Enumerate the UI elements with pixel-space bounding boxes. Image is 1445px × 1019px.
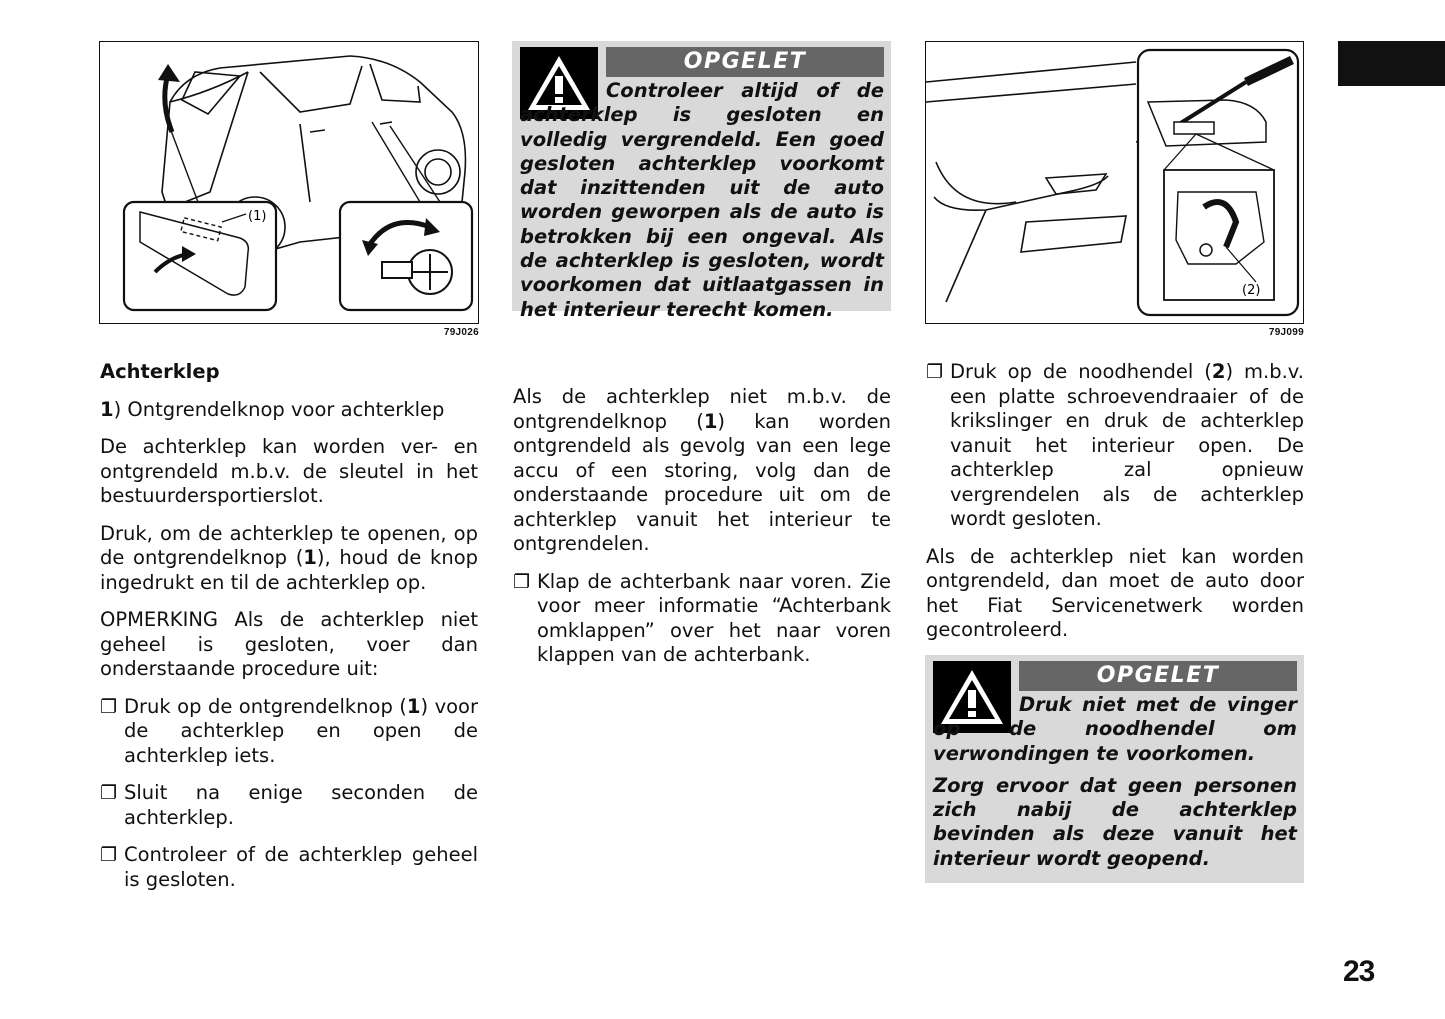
legend-number: 1 (100, 397, 114, 421)
warning-text: Zorg ervoor dat geen personen zich nabij de achterklep bevinden als deze vanuit het interieur wordt geopend. (933, 773, 1297, 870)
checkbox-bullet-icon: ❐ (100, 782, 118, 804)
warning-box-bottom (925, 655, 1304, 883)
callout-1: (1) (248, 209, 267, 224)
callout-2: (2) (1242, 283, 1261, 298)
warning-text: Controleer altijd of de achterklep is gesloten en volledig vergrendeld. Een goed gesloten achterklep voorkomt dat inzittenden uit de auto worden geworpen als de auto is betrokken bij een ongeval. Als de achterklep is gesloten, wordt voorkomen dat uitlaatgassen in het interieur terecht komen. (520, 79, 884, 321)
page-number: 23 (1343, 955, 1375, 988)
warning-box-top (512, 41, 891, 321)
section-tab (1338, 41, 1445, 86)
bullet-item: ❐ Druk op de noodhendel (2) m.b.v. een platte schroevendraaier of de krikslinger en druk de achterklep vanuit het interieur open. De achterklep zal opnieuw vergrendelen als de achterklep wordt gesloten. (926, 360, 1305, 530)
checkbox-bullet-icon: ❐ (926, 361, 944, 383)
column-right (926, 360, 1304, 656)
column-left (100, 360, 478, 905)
figure-code-left: 79J026 (443, 327, 479, 338)
legend-item (100, 398, 478, 423)
car-illustration (100, 42, 477, 322)
bullet-item: ❐ Klap de achterbank naar voren. Zie voor meer informatie “Achterbank omklappen” over het naar voren klappen van de achterbank. (513, 569, 891, 666)
paragraph: Druk, om de achterklep te openen, op de ontgrendelknop (1), houd de knop ingedrukt en til de achterklep op. (100, 521, 478, 594)
note-paragraph: OPMERKING Als de achterklep niet geheel is gesloten, voer dan onderstaande procedure uit: (100, 608, 478, 680)
paragraph: Als de achterklep niet m.b.v. de ontgrendelknop (1) kan worden ontgrendeld als gevolg van een lege accu of een storing, volg dan de onderstaande procedure uit om de achterklep vanuit het interieur te ontgrendelen. (513, 385, 891, 555)
warning-text: Druk niet met de vinger op de noodhendel om verwondingen te voorkomen. (933, 693, 1297, 765)
figure-code-right: 79J099 (1268, 327, 1304, 338)
paragraph: Als de achterklep niet kan worden ontgrendeld, dan moet de auto door het Fiat Servicenetwerk worden gecontroleerd. (926, 544, 1304, 641)
legend-text: ) Ontgrendelknop voor achterklep (113, 397, 445, 421)
figure-emergency-lever (925, 41, 1304, 324)
figure-car-tailgate (99, 41, 479, 324)
warning-title: OPGELET (1019, 661, 1297, 691)
section-heading: Achterklep (100, 360, 220, 383)
checkbox-bullet-icon: ❐ (513, 570, 531, 593)
bullet-item: ❐ Controleer of de achterklep geheel is gesloten. (100, 843, 478, 891)
lever-illustration (926, 42, 1302, 322)
checkbox-bullet-icon: ❐ (100, 844, 118, 866)
paragraph: De achterklep kan worden ver- en ontgrendeld m.b.v. de sleutel in het bestuurdersportierslot. (100, 435, 478, 507)
checkbox-bullet-icon: ❐ (100, 695, 118, 718)
column-middle (513, 385, 891, 681)
bullet-item: ❐ Druk op de ontgrendelknop (1) voor de achterklep en open de achterklep iets. (100, 694, 478, 767)
bullet-item: ❐ Sluit na enige seconden de achterklep. (100, 781, 478, 829)
warning-title: OPGELET (606, 47, 884, 77)
